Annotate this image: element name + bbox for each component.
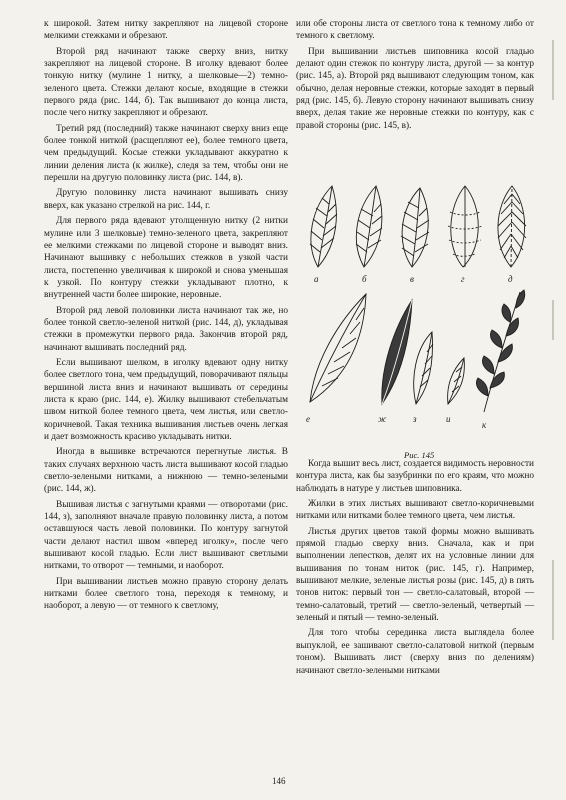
- leaf-d: [498, 186, 526, 267]
- leaf-illustrations: [298, 182, 534, 444]
- figure-label: д: [508, 274, 513, 284]
- figure-label: в: [410, 274, 414, 284]
- paragraph: При вышивании листьев шиповника косой гладью делают один стежок по контуру листа, другой — за контур (рис. 145, а). Второй ряд вышивают следующим тоном, как обычно, делая неровные стежки, которые заходят в первый ряд (рис. 145, б). Левую сторону начинают вышивать снизу вверх, делая такие же неровные стежки по контуру, как с правой стороны (рис. 145, в).: [296, 46, 534, 131]
- scan-edge-mark: [552, 40, 554, 100]
- figure-label: к: [482, 420, 487, 430]
- paragraph: к широкой. Затем нитку закрепляют на лицевой стороне мелкими стежками и обрезают.: [44, 19, 288, 42]
- figure-label: б: [362, 274, 367, 284]
- paragraph: Для первого ряда вдевают утолщенную нитку (2 нитки мулине или 3 шелковые) темно-зеленого цвета, закрепляют ее мелкими стежками по лицевой стороне и выводят вниз. Начинают вышивку с небольших стежков в узкой части листа, постепенно увеличивая к широкой и снова уменьшая к узкой. По контуру стежки укладывают плотно, к внутренней части более широкие, неровные.: [44, 216, 288, 301]
- paragraph: Второй ряд левой половинки листа начинают так же, но более тонкой светло-зеленой ниткой (рис. 144, д), укладывая стежки в промежутки первого ряда. Закончив второй ряд, начинают вышивать последний ряд.: [44, 305, 288, 353]
- leaf-a: [310, 186, 337, 267]
- paragraph: Когда вышит весь лист, создается видимость неровности контура листа, как бы зазубринки по его краям, что можно наблюдать в натуре у листьев шиповника.: [296, 459, 534, 494]
- paragraph: Жилки в этих листьях вышивают светло-коричневыми нитками или нитками более темного цвета, чем листья.: [296, 499, 534, 522]
- leaf-i: [448, 358, 465, 404]
- paragraph: Если вышивают шелком, в иголку вдевают одну нитку более светлого тона, чем предыдущий, поворачивают пяльцы вершиной листа вниз и начинают вышивать от середины листа к краю (рис. 144, е). Жилку вышивают стебельчатым швом ниткой более темного цвета, чем листья, или светло-коричневой. Такая техника вышивания листьев очень легкая и дает возможность красиво укладывать нитки.: [44, 357, 288, 442]
- figure-label: ж: [378, 414, 387, 424]
- figure-label: з: [413, 414, 417, 424]
- paragraph: Второй ряд начинают также сверху вниз, нитку закрепляют на лицевой стороне. В иголку вдевают более тонкую нитку (мулине 1 нитку, а шелковые—2) темно-зеленого цвета. Стежки делают косые, входящие в стежки первого ряда (рис. 144, б). Так вышивают до конца листа, после чего нитку закрепляют и обрезают.: [44, 46, 288, 119]
- paragraph: Другую половинку листа начинают вышивать снизу вверх, как указано стрелкой на рис. 144, г.: [44, 188, 288, 211]
- scan-edge-mark: [552, 300, 554, 340]
- paragraph: Третий ряд (последний) также начинают сверху вниз еще более тонкой ниткой (расщепляют ее), более темного цвета, чем предыдущий. Косые стежки укладывают аккуратно к линии деления листа (к жилке), следя за тем, чтобы они не перешли на другую половинку листа (рис. 144, в).: [44, 123, 288, 184]
- leaf-e: [310, 294, 366, 402]
- leaf-zh: [382, 300, 412, 404]
- left-text-column: [44, 18, 288, 616]
- paragraph: Вышивая листья с загнутыми краями — отворотами (рис. 144, з), заполняют вначале правую половинку листа, а потом оставшуюся часть левой половинки. По контуру загнутой части делают настил швом «вперед иголку», после чего вышивают косой гладью. Если лист вышивают светлыми нитками, то отворот — темными, и наоборот.: [44, 499, 288, 572]
- right-text-column-bottom: [296, 458, 534, 680]
- paragraph: Иногда в вышивке встречаются перегнутые листья. В таких случаях верхнюю часть листа вышивают косой гладью светло-зелеными нитками, а нижнюю — темно-зелеными (рис. 144, ж).: [44, 447, 288, 495]
- leaf-v: [401, 188, 429, 267]
- leaf-b: [356, 186, 382, 267]
- figure-label: а: [314, 274, 319, 284]
- figure-label: г: [461, 274, 465, 284]
- paragraph: или обе стороны листа от светлого тона к темному либо от темного к светлому.: [296, 19, 534, 42]
- paragraph: Для того чтобы серединка листа выглядела более выпуклой, ее зашивают светло-салатовой ниткой (первым тоном). Вышивать лист (сверху вниз по делениям) начинают светло-зелеными нитками: [296, 628, 534, 676]
- leaf-figure: [298, 182, 534, 444]
- scan-edge-mark: [552, 560, 554, 640]
- leaf-z: [414, 332, 433, 404]
- figure-caption: Рис. 145: [404, 450, 435, 460]
- leaf-g: [448, 186, 482, 267]
- paragraph: Листья других цветов такой формы можно вышивать прямой гладью сверху вниз. Сначала, как и при выполнении лепестков, делят их на условные линии для вышивания по тонам ниток (рис. 145, г). Например, вышивают мелкие, зеленые листья розы (рис. 145, д) в пять тонов ниток: первый тон — светло-салатовый, второй — темно-салатовый, третий — светло-зеленый, четвертый — зеленый и пятый — темно-зеленый.: [296, 526, 534, 624]
- figure-label: и: [446, 414, 451, 424]
- leaf-k-branch: [476, 290, 524, 412]
- paragraph: При вышивании листьев можно правую сторону делать нитками более светлого тона, переходя к темному, и наоборот, а левую — от темного к светлому,: [44, 576, 288, 612]
- page-number: 146: [272, 776, 286, 786]
- figure-label: е: [306, 414, 310, 424]
- right-text-column-top: [296, 18, 534, 135]
